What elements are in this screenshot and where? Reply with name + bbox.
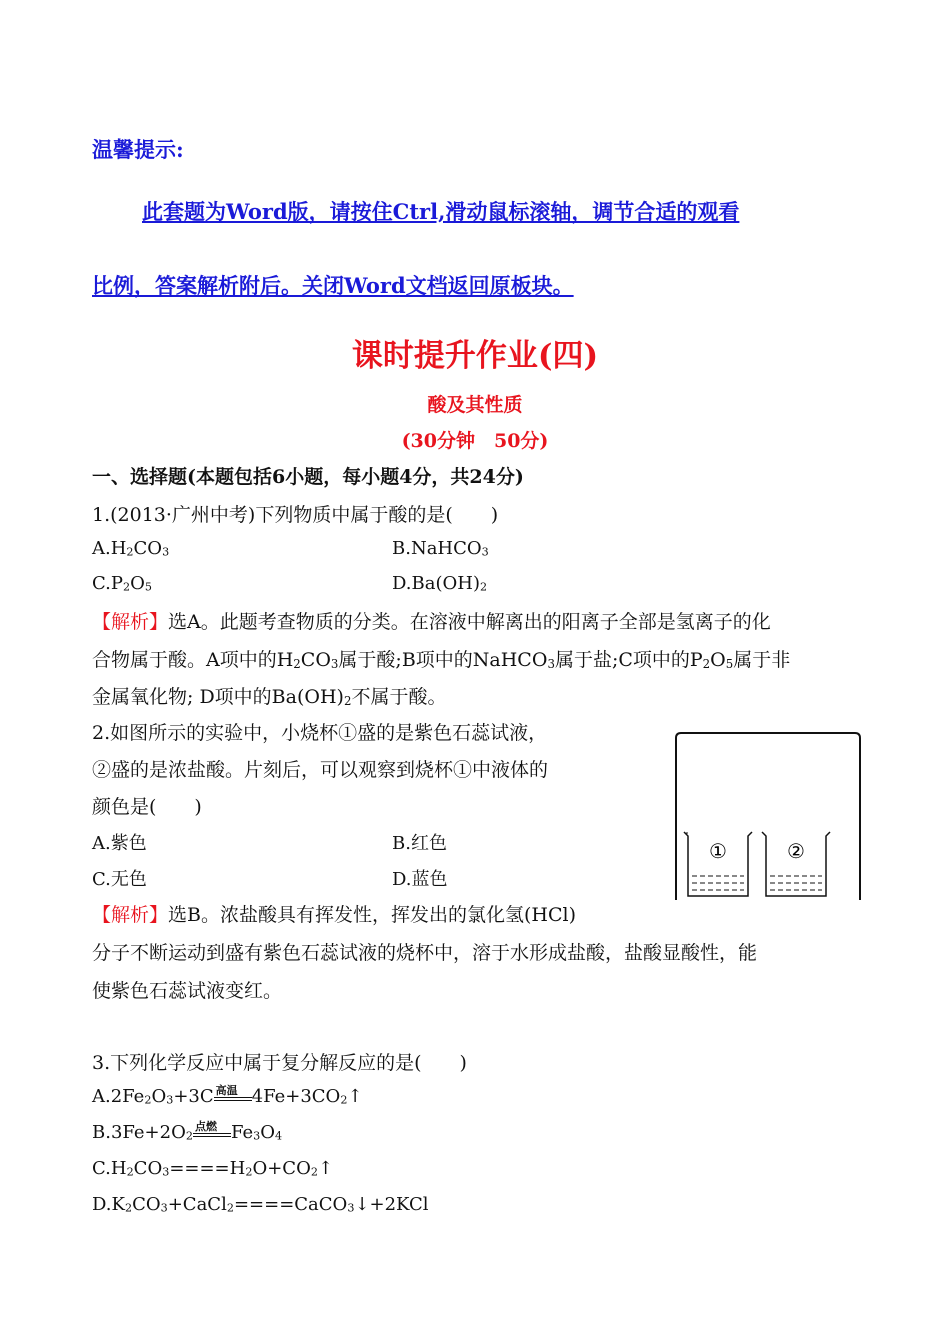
q2-option-d: D.蓝色 — [392, 869, 448, 890]
reaction-condition: 点燃 — [193, 1122, 231, 1140]
q2-option-b: B.红色 — [392, 833, 447, 854]
page-subtitle: 酸及其性质 — [427, 394, 523, 416]
reaction-condition: 高温 — [214, 1086, 252, 1104]
beaker-1 — [684, 832, 752, 896]
tip-line-1[interactable]: 此套题为Word版，请按住Ctrl,滑动鼠标滚轴，调节合适的观看 — [142, 199, 740, 224]
beaker-2 — [762, 832, 830, 896]
q2-analysis-line-3: 使紫色石蕊试液变红。 — [92, 980, 283, 1002]
bell-jar — [676, 733, 860, 900]
q2-stem-line-2: ②盛的是浓盐酸。片刻后，可以观察到烧杯①中液体的 — [92, 759, 549, 781]
q1-option-b: B.NaHCO$_3$ — [392, 538, 489, 559]
q3-option-a: $A.2Fe_2O_3+3C$ 高温 $4Fe+3CO_2↑$ — [92, 1084, 363, 1107]
tip-title: 温馨提示: — [92, 137, 184, 162]
q1-option-d: $D.Ba(OH)_2$ — [392, 573, 488, 594]
tip-line-2[interactable]: 比例，答案解析附后。关闭Word文档返回原板块。 — [92, 273, 574, 298]
q2-stem-line-1: 2.如图所示的实验中，小烧杯①盛的是紫色石蕊试液， — [92, 722, 548, 744]
q1-option-a: $A.H_2CO_3$ — [92, 538, 170, 559]
q2-option-c: C.无色 — [92, 869, 147, 890]
q3-option-c: $C.H_2CO_3====H_2O+CO_2↑$ — [92, 1158, 334, 1179]
q2-analysis-line-2: 分子不断运动到盛有紫色石蕊试液的烧杯中，溶于水形成盐酸，盐酸显酸性，能 — [92, 942, 758, 964]
q1-analysis-line-2: 合物属于酸。A项中的$H_2CO_3$属于酸;B项中的NaHCO$_3$属于盐;C项中的$P_2O_5$属于非 — [92, 649, 791, 671]
q3-option-d: $D.K_2CO_3+CaCl_2====CaCO_3↓+2KCl$ — [92, 1194, 429, 1215]
analysis-tag: 【解析】 — [92, 904, 169, 926]
analysis-tag: 【解析】 — [92, 611, 169, 633]
section-heading: 一、选择题(本题包括6小题，每小题4分，共24分) — [92, 466, 524, 488]
q1-stem: 1.(2013·广州中考)下列物质中属于酸的是( ) — [92, 504, 499, 526]
beaker-1-label: ① — [709, 839, 727, 863]
q3-option-b: $B.3Fe+2O_2$ 点燃 $Fe_3O_4$ — [92, 1120, 283, 1143]
q3-stem: 3.下列化学反应中属于复分解反应的是( ) — [92, 1052, 467, 1074]
q1-analysis-line-3: 金属氧化物; D项中的$Ba(OH)_2$不属于酸。 — [92, 686, 447, 708]
q2-analysis-line-1: 【解析】选B。浓盐酸具有挥发性，挥发出的氯化氢(HCl) — [92, 904, 576, 926]
q2-stem-line-3: 颜色是( ) — [92, 796, 202, 818]
q2-option-a: A.紫色 — [92, 833, 147, 854]
beaker-2-label: ② — [787, 839, 805, 863]
q1-option-c: $C.P_2O_5$ — [92, 573, 152, 594]
page-title: 课时提升作业(四) — [351, 338, 599, 374]
time-score: (30分钟 50分) — [401, 430, 549, 452]
beaker-experiment-figure — [672, 730, 864, 902]
q1-analysis-line-1: 【解析】选A。此题考查物质的分类。在溶液中解离出的阳离子全部是氢离子的化 — [92, 611, 771, 633]
